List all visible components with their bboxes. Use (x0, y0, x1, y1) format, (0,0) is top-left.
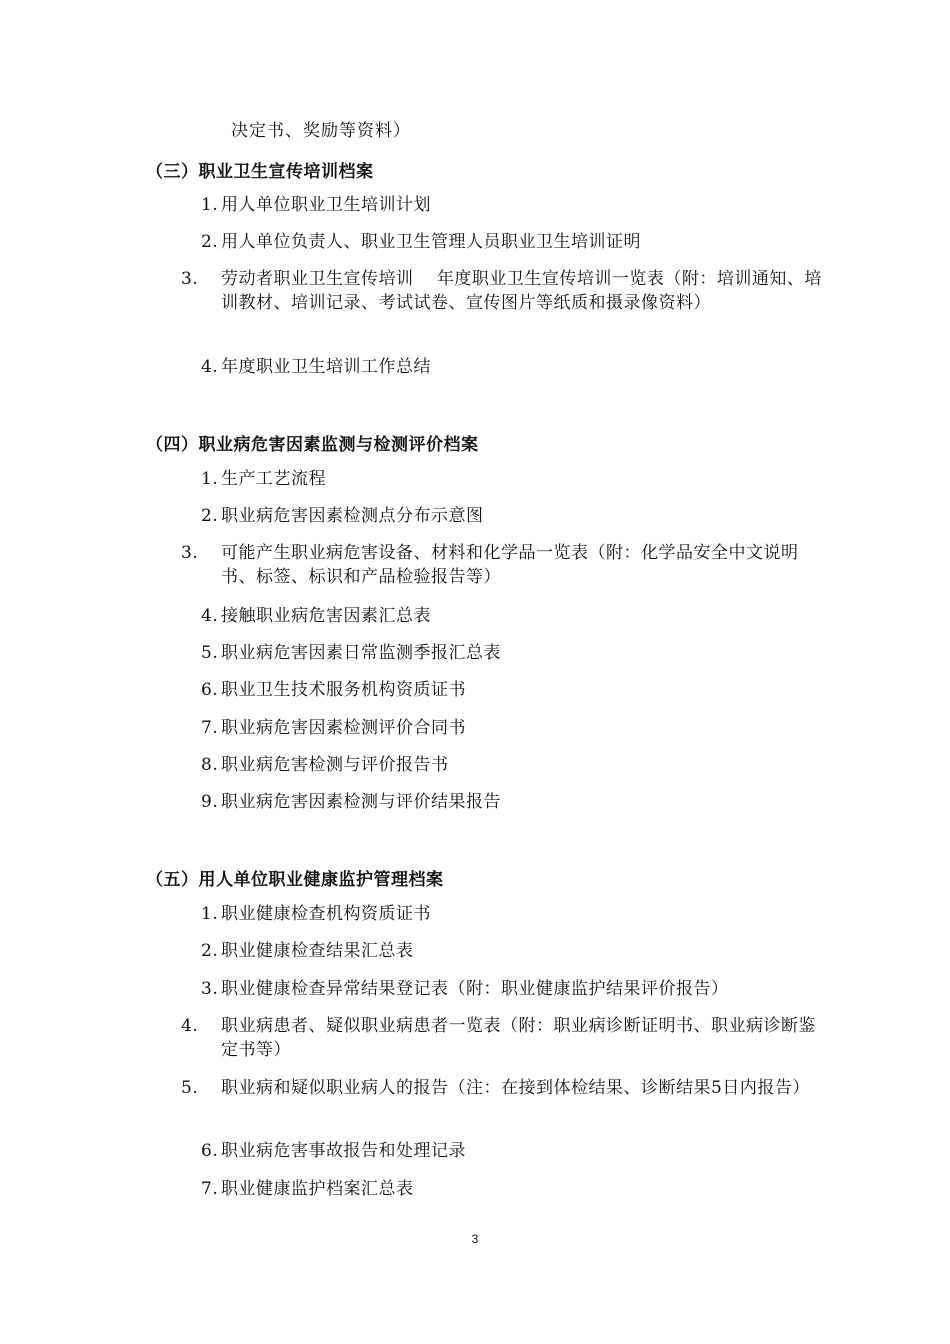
item-text: 职业健康检查机构资质证书 (221, 904, 431, 924)
item-text: 用人单位负责人、职业卫生管理人员职业卫生培训证明 (221, 232, 641, 252)
item-text: 用人单位职业卫生培训计划 (221, 195, 431, 215)
item-number: 3. (181, 543, 199, 563)
item-text: 职业病患者、疑似职业病患者一览表（附：职业病诊断证明书、职业病诊断鉴定书等） (221, 1016, 816, 1060)
item-text: 职业病危害事故报告和处理记录 (221, 1141, 466, 1161)
item-number: 2. (201, 232, 219, 252)
item-number: 9. (201, 792, 219, 812)
item-text: 职业健康检查异常结果登记表（附：职业健康监护结果评价报告） (221, 979, 729, 999)
item-text: 职业健康检查结果汇总表 (221, 941, 414, 961)
list-item (201, 467, 821, 491)
list-item (181, 1014, 831, 1062)
item-number: 4. (201, 606, 219, 626)
item-text: 职业健康监护档案汇总表 (221, 1179, 414, 1199)
item-text: 可能产生职业病危害设备、材料和化学品一览表（附：化学品安全中文说明书、标签、标识和产品检验报告等） (221, 543, 799, 587)
item-number: 8. (201, 755, 219, 775)
item-text: 生产工艺流程 (221, 469, 326, 489)
item-number: 3. (201, 979, 219, 999)
item-text: 年度职业卫生培训工作总结 (221, 357, 431, 377)
item-text: 职业病危害因素检测点分布示意图 (221, 506, 484, 526)
list-item (201, 641, 821, 665)
item-number: 2. (201, 941, 219, 961)
section-heading: （五）用人单位职业健康监护管理档案 (146, 870, 444, 890)
list-item (181, 541, 831, 589)
list-item (181, 1076, 831, 1100)
list-item (201, 977, 821, 1001)
item-number: 1. (201, 195, 219, 215)
item-text: 职业病危害因素检测评价合同书 (221, 718, 466, 738)
list-item (201, 753, 821, 777)
item-text: 职业病危害检测与评价报告书 (221, 755, 449, 775)
section-heading: （三）职业卫生宣传培训档案 (146, 162, 374, 182)
list-item (181, 267, 831, 315)
list-item (201, 678, 821, 702)
list-item (201, 1139, 821, 1163)
item-text: 职业病危害因素日常监测季报汇总表 (221, 643, 501, 663)
list-item (201, 716, 821, 740)
item-number: 5. (201, 643, 219, 663)
list-item (201, 939, 821, 963)
item-text: 接触职业病危害因素汇总表 (221, 606, 431, 626)
list-item (201, 902, 821, 926)
continuation-text: 决定书、奖励等资料） (231, 121, 411, 141)
item-number: 4. (181, 1016, 199, 1036)
item-text: 职业卫生技术服务机构资质证书 (221, 680, 466, 700)
list-item (201, 504, 821, 528)
item-number: 6. (201, 1141, 219, 1161)
item-text: 劳动者职业卫生宣传培训 年度职业卫生宣传培训一览表（附：培训通知、培训教材、培训记录、考试试卷、宣传图片等纸质和摄录像资料） (221, 269, 822, 313)
item-text: 职业病和疑似职业病人的报告（注：在接到体检结果、诊断结果5日内报告） (221, 1078, 810, 1098)
item-number: 7. (201, 1179, 219, 1199)
section-heading: （四）职业病危害因素监测与检测评价档案 (146, 435, 479, 455)
item-number: 3. (181, 269, 199, 289)
item-number: 6. (201, 680, 219, 700)
item-number: 5. (181, 1078, 199, 1098)
item-number: 7. (201, 718, 219, 738)
list-item (201, 790, 821, 814)
list-item (201, 230, 821, 254)
list-item (201, 1177, 821, 1201)
list-item (201, 193, 821, 217)
item-number: 1. (201, 904, 219, 924)
item-number: 1. (201, 469, 219, 489)
item-text: 职业病危害因素检测与评价结果报告 (221, 792, 501, 812)
item-number: 2. (201, 506, 219, 526)
list-item (201, 355, 821, 379)
list-item (201, 604, 821, 628)
item-number: 4. (201, 357, 219, 377)
page-number: 3 (471, 1232, 479, 1246)
